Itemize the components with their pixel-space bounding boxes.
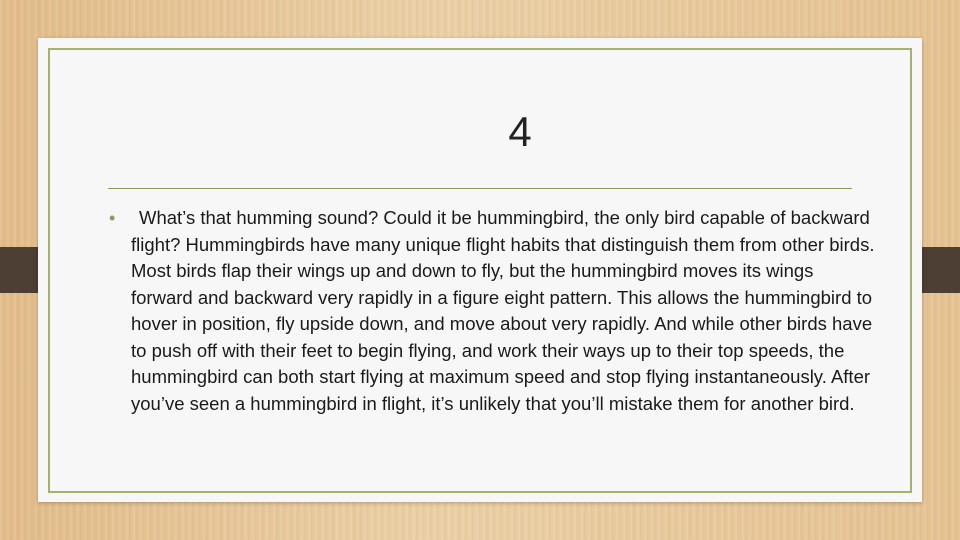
title-divider bbox=[108, 188, 852, 189]
slide-title: 4 bbox=[508, 108, 532, 155]
bullet-paragraph bbox=[109, 205, 876, 417]
slide-card bbox=[38, 38, 922, 502]
paragraph-text: What’s that humming sound? Could it be hummingbird, the only bird capable of backward flight? Hummingbirds have many unique flight habits that distinguish them from other birds. Most birds flap their wings up and down to fly, but the hummingbird moves its wings forward and backward very rapidly in a figure eight pattern. This allows the hummingbird to hover in position, fly upside down, and move about very rapidly. And while other birds have to push off with their feet to begin flying, and work their ways up to their top speeds, the hummingbird can both start flying at maximum speed and stop flying instantaneously. After you’ve seen a hummingbird in flight, it’s unlikely that you’ll mistake them for another bird. bbox=[131, 207, 875, 414]
bullet-icon: • bbox=[109, 208, 116, 228]
